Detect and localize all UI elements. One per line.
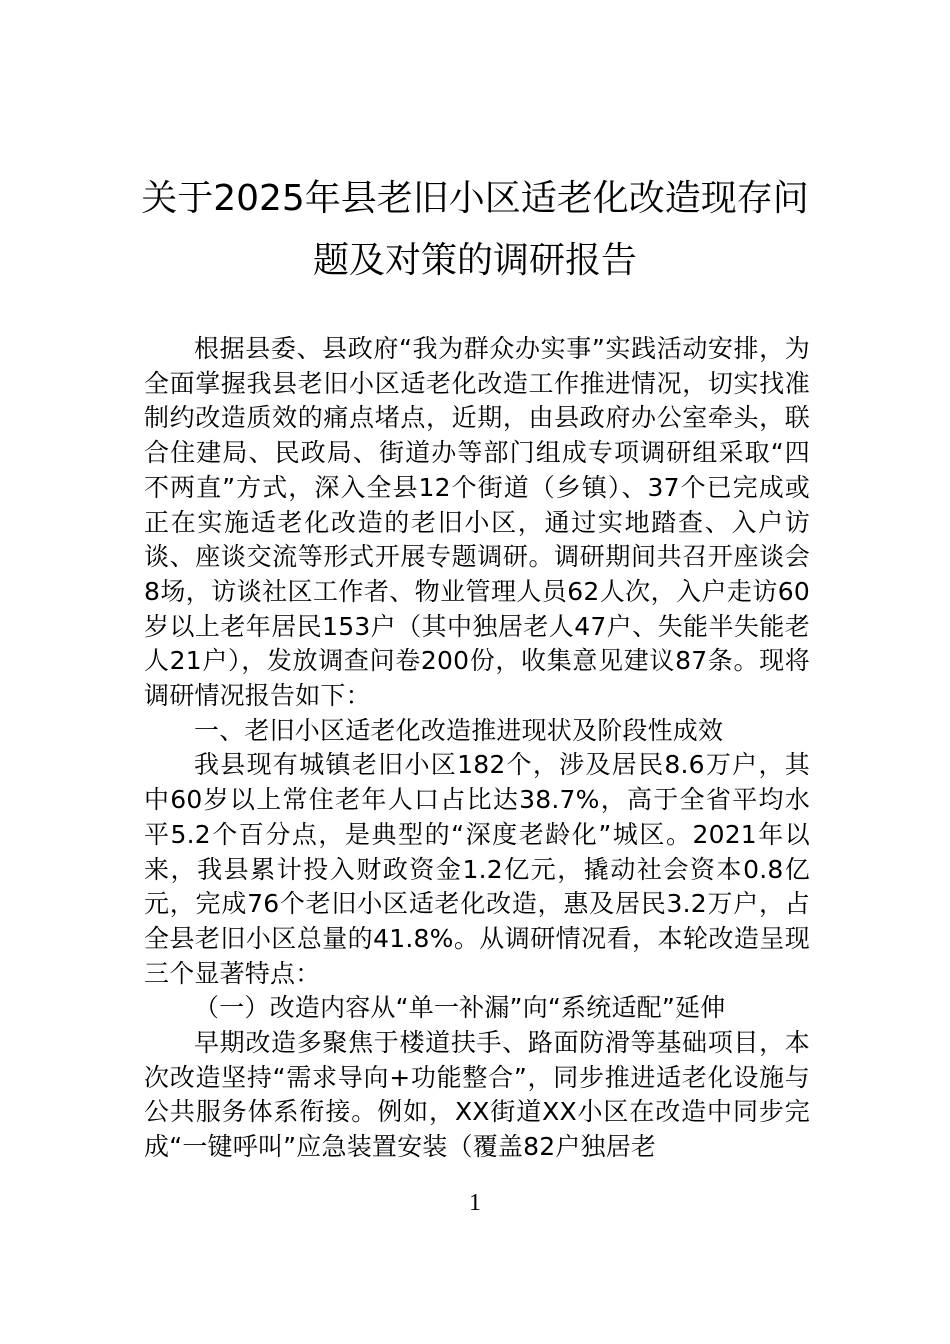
page-number: 1 xyxy=(469,1190,481,1216)
section-1-paragraph: 我县现有城镇老旧小区182个，涉及居民8.6万户，其中60岁以上常住老年人口占比达38.7%，高于全省平均水平5.2个百分点，是典型的“深度老龄化”城区。2021年以来，我县累计投入财政资金1.2亿元，撬动社会资本0.8亿元，完成76个老旧小区适老化改造，惠及居民3.2万户，占全县老旧小区总量的41.8%。从调研情况看，本轮改造呈现三个显著特点： xyxy=(144,750,810,988)
title-line-1: 关于2025年县老旧小区适老化改造现存问 xyxy=(141,178,809,219)
subsection-1-paragraph: 早期改造多聚焦于楼道扶手、路面防滑等基础项目，本次改造坚持“需求导向+功能整合”，同步推进适老化设施与公共服务体系衔接。例如，XX街道XX小区在改造中同步完成“一键呼叫”应急装置安装（覆盖82户独居老 xyxy=(144,1028,810,1162)
section-1-heading: 一、老旧小区适老化改造推进现状及阶段性成效 xyxy=(194,715,724,745)
document-body xyxy=(144,332,810,1165)
document-title xyxy=(130,168,820,292)
intro-paragraph: 根据县委、县政府“我为群众办实事”实践活动安排，为全面掌握我县老旧小区适老化改造工作推进情况，切实找准制约改造质效的痛点堵点，近期，由县政府办公室牵头，联合住建局、民政局、街道办等部门组成专项调研组采取“四不两直”方式，深入全县12个街道（乡镇）、37个已完成或正在实施适老化改造的老旧小区，通过实地踏查、入户访谈、座谈交流等形式开展专题调研。调研期间共召开座谈会8场，访谈社区工作者、物业管理人员62人次，入户走访60岁以上老年居民153户（其中独居老人47户、失能半失能老人21户），发放调查问卷200份，收集意见建议87条。现将调研情况报告如下： xyxy=(144,334,810,711)
subsection-1-heading: （一）改造内容从“单一补漏”向“系统适配”延伸 xyxy=(194,993,726,1023)
title-line-2: 题及对策的调研报告 xyxy=(312,240,637,281)
